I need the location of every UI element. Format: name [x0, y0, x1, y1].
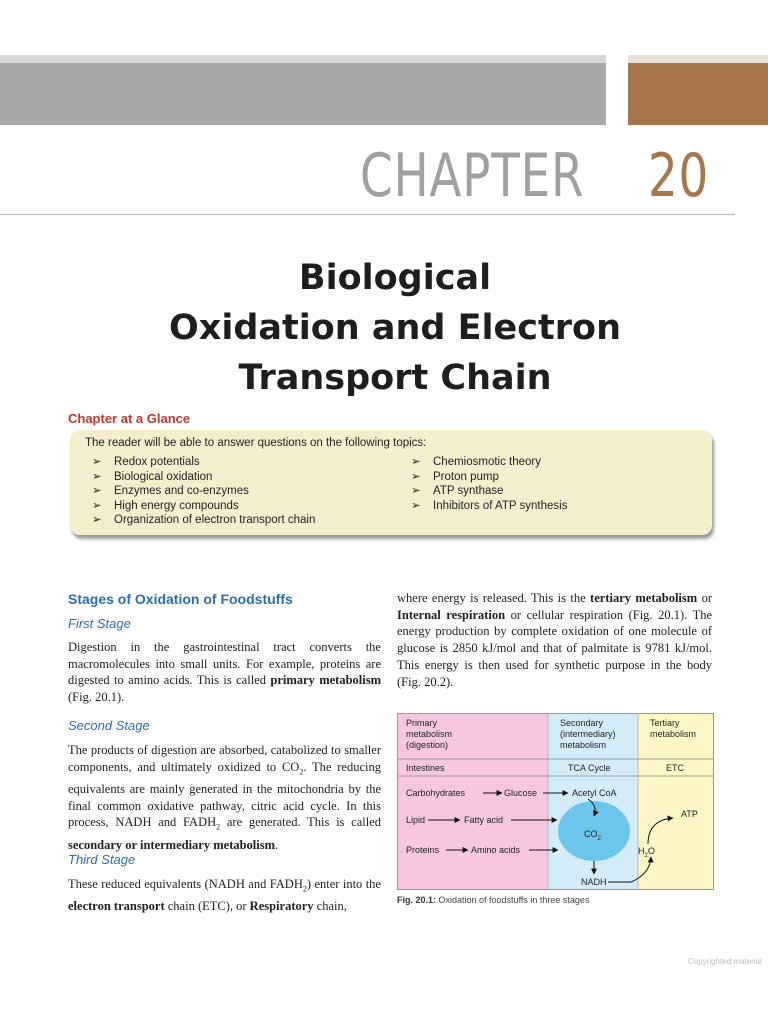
glance-intro: The reader will be able to answer questions on the following topics:: [85, 437, 427, 449]
label-carbohydrates: Carbohydrates: [406, 788, 466, 798]
col1-header-3: (digestion): [406, 740, 449, 750]
section-heading: Stages of Oxidation of Foodstuffs: [68, 591, 293, 607]
first-stage-text: Digestion in the gastrointestinal tract converts the macromolecules into small units. For example, proteins are digested to amino acids. This is called primary metabolism (Fig. 20.1).: [68, 640, 382, 705]
label-h2o: $H_2O$: [638, 846, 655, 859]
label-glucose: Glucose: [504, 788, 538, 798]
copyright-notice: Copyrighted material: [688, 957, 762, 966]
figure-caption: Fig. 20.1: Oxidation of foodstuffs in three stages: [397, 895, 590, 905]
row-intestines: Intestines: [406, 763, 445, 773]
arrow-bullet-icon: ➢: [92, 470, 102, 483]
col1-header-2: metabolism: [406, 729, 453, 739]
arrow-bullet-icon: ➢: [411, 485, 421, 497]
col2-header-2: (intermediary): [560, 729, 616, 739]
title-line-3: Transport Chain: [238, 358, 552, 398]
label-lipid: Lipid: [406, 815, 426, 825]
figure-20-1: [397, 713, 714, 890]
tertiary-column-bg: [638, 714, 713, 889]
second-stage-text: The products of digestion are absorbed, catabolized to smaller components, and ultimately oxidized to $CO_2$. The reducing equivalents are mainly generated in the mitochondria by the final common oxidative pathway, citric acid cycle. In this process, NADH and $FADH_2$ are generated. This is called secondary or intermediary metabolism.: [68, 743, 382, 852]
row-etc: ETC: [666, 763, 684, 773]
row-tca: TCA Cycle: [568, 763, 611, 773]
title-line-2: Oxidation and Electron: [169, 308, 621, 348]
arrow-bullet-icon: ➢: [92, 485, 102, 497]
label-acetyl-coa: Acetyl CoA: [572, 788, 617, 798]
col2-header-1: Secondary: [560, 718, 604, 728]
col3-header-2: metabolism: [650, 729, 697, 739]
glance-item: ➢ ATP synthase: [411, 485, 504, 497]
arrow-bullet-icon: ➢: [411, 456, 421, 468]
header-brown-band: [628, 55, 768, 125]
first-stage-heading: First Stage: [68, 616, 131, 631]
second-stage-heading: Second Stage: [68, 718, 150, 733]
arrow-bullet-icon: ➢: [411, 499, 421, 512]
glance-item: ➢ Inhibitors of ATP synthesis: [411, 499, 568, 512]
third-stage-text: These reduced equivalents (NADH and $FADH_2$) enter into the electron transport chain (ETC), or Respiratory chain,: [68, 877, 381, 914]
glance-item: ➢ Organization of electron transport chain: [92, 514, 316, 526]
label-fatty-acid: Fatty acid: [464, 815, 504, 825]
glance-item: ➢ Enzymes and co-enzymes: [92, 485, 249, 497]
glance-item: ➢ Proton pump: [411, 470, 499, 483]
label-amino-acids: Amino acids: [471, 845, 521, 855]
glance-item: ➢ Chemiosmotic theory: [411, 456, 542, 468]
col1-header-1: Primary: [406, 718, 437, 728]
arrow-bullet-icon: ➢: [92, 499, 102, 512]
chapter-number: 20: [648, 141, 710, 211]
label-atp: ATP: [681, 809, 698, 819]
right-column-text: where energy is released. This is the tertiary metabolism or Internal respiration or cellular respiration (Fig. 20.1). The energy production by complete oxidation of one molecule of glucose is 2850 kJ/mol and that of palmitate is 9781 kJ/mol. This energy is then used for synthetic purpose in the body (Fig. 20.2).: [397, 591, 712, 689]
heading-rule: [0, 214, 735, 215]
arrow-bullet-icon: ➢: [92, 456, 102, 468]
label-co2: $CO_2$: [584, 829, 601, 842]
glance-label: Chapter at a Glance: [68, 411, 191, 426]
col2-header-3: metabolism: [560, 740, 607, 750]
glance-item: ➢ Biological oxidation: [92, 470, 213, 483]
col3-header-1: Tertiary: [650, 718, 680, 728]
label-proteins: Proteins: [406, 845, 440, 855]
third-stage-heading: Third Stage: [68, 852, 136, 867]
arrow-bullet-icon: ➢: [411, 470, 421, 483]
header-gray-band: [0, 55, 606, 125]
chapter-title: [0, 253, 768, 403]
glance-item: ➢ Redox potentials: [92, 456, 200, 468]
glance-item: ➢ High energy compounds: [92, 499, 239, 512]
title-line-1: Biological: [298, 258, 492, 298]
chapter-word: CHAPTER: [360, 141, 585, 211]
arrow-bullet-icon: ➢: [92, 514, 102, 526]
label-nadh: NADH: [581, 877, 607, 887]
